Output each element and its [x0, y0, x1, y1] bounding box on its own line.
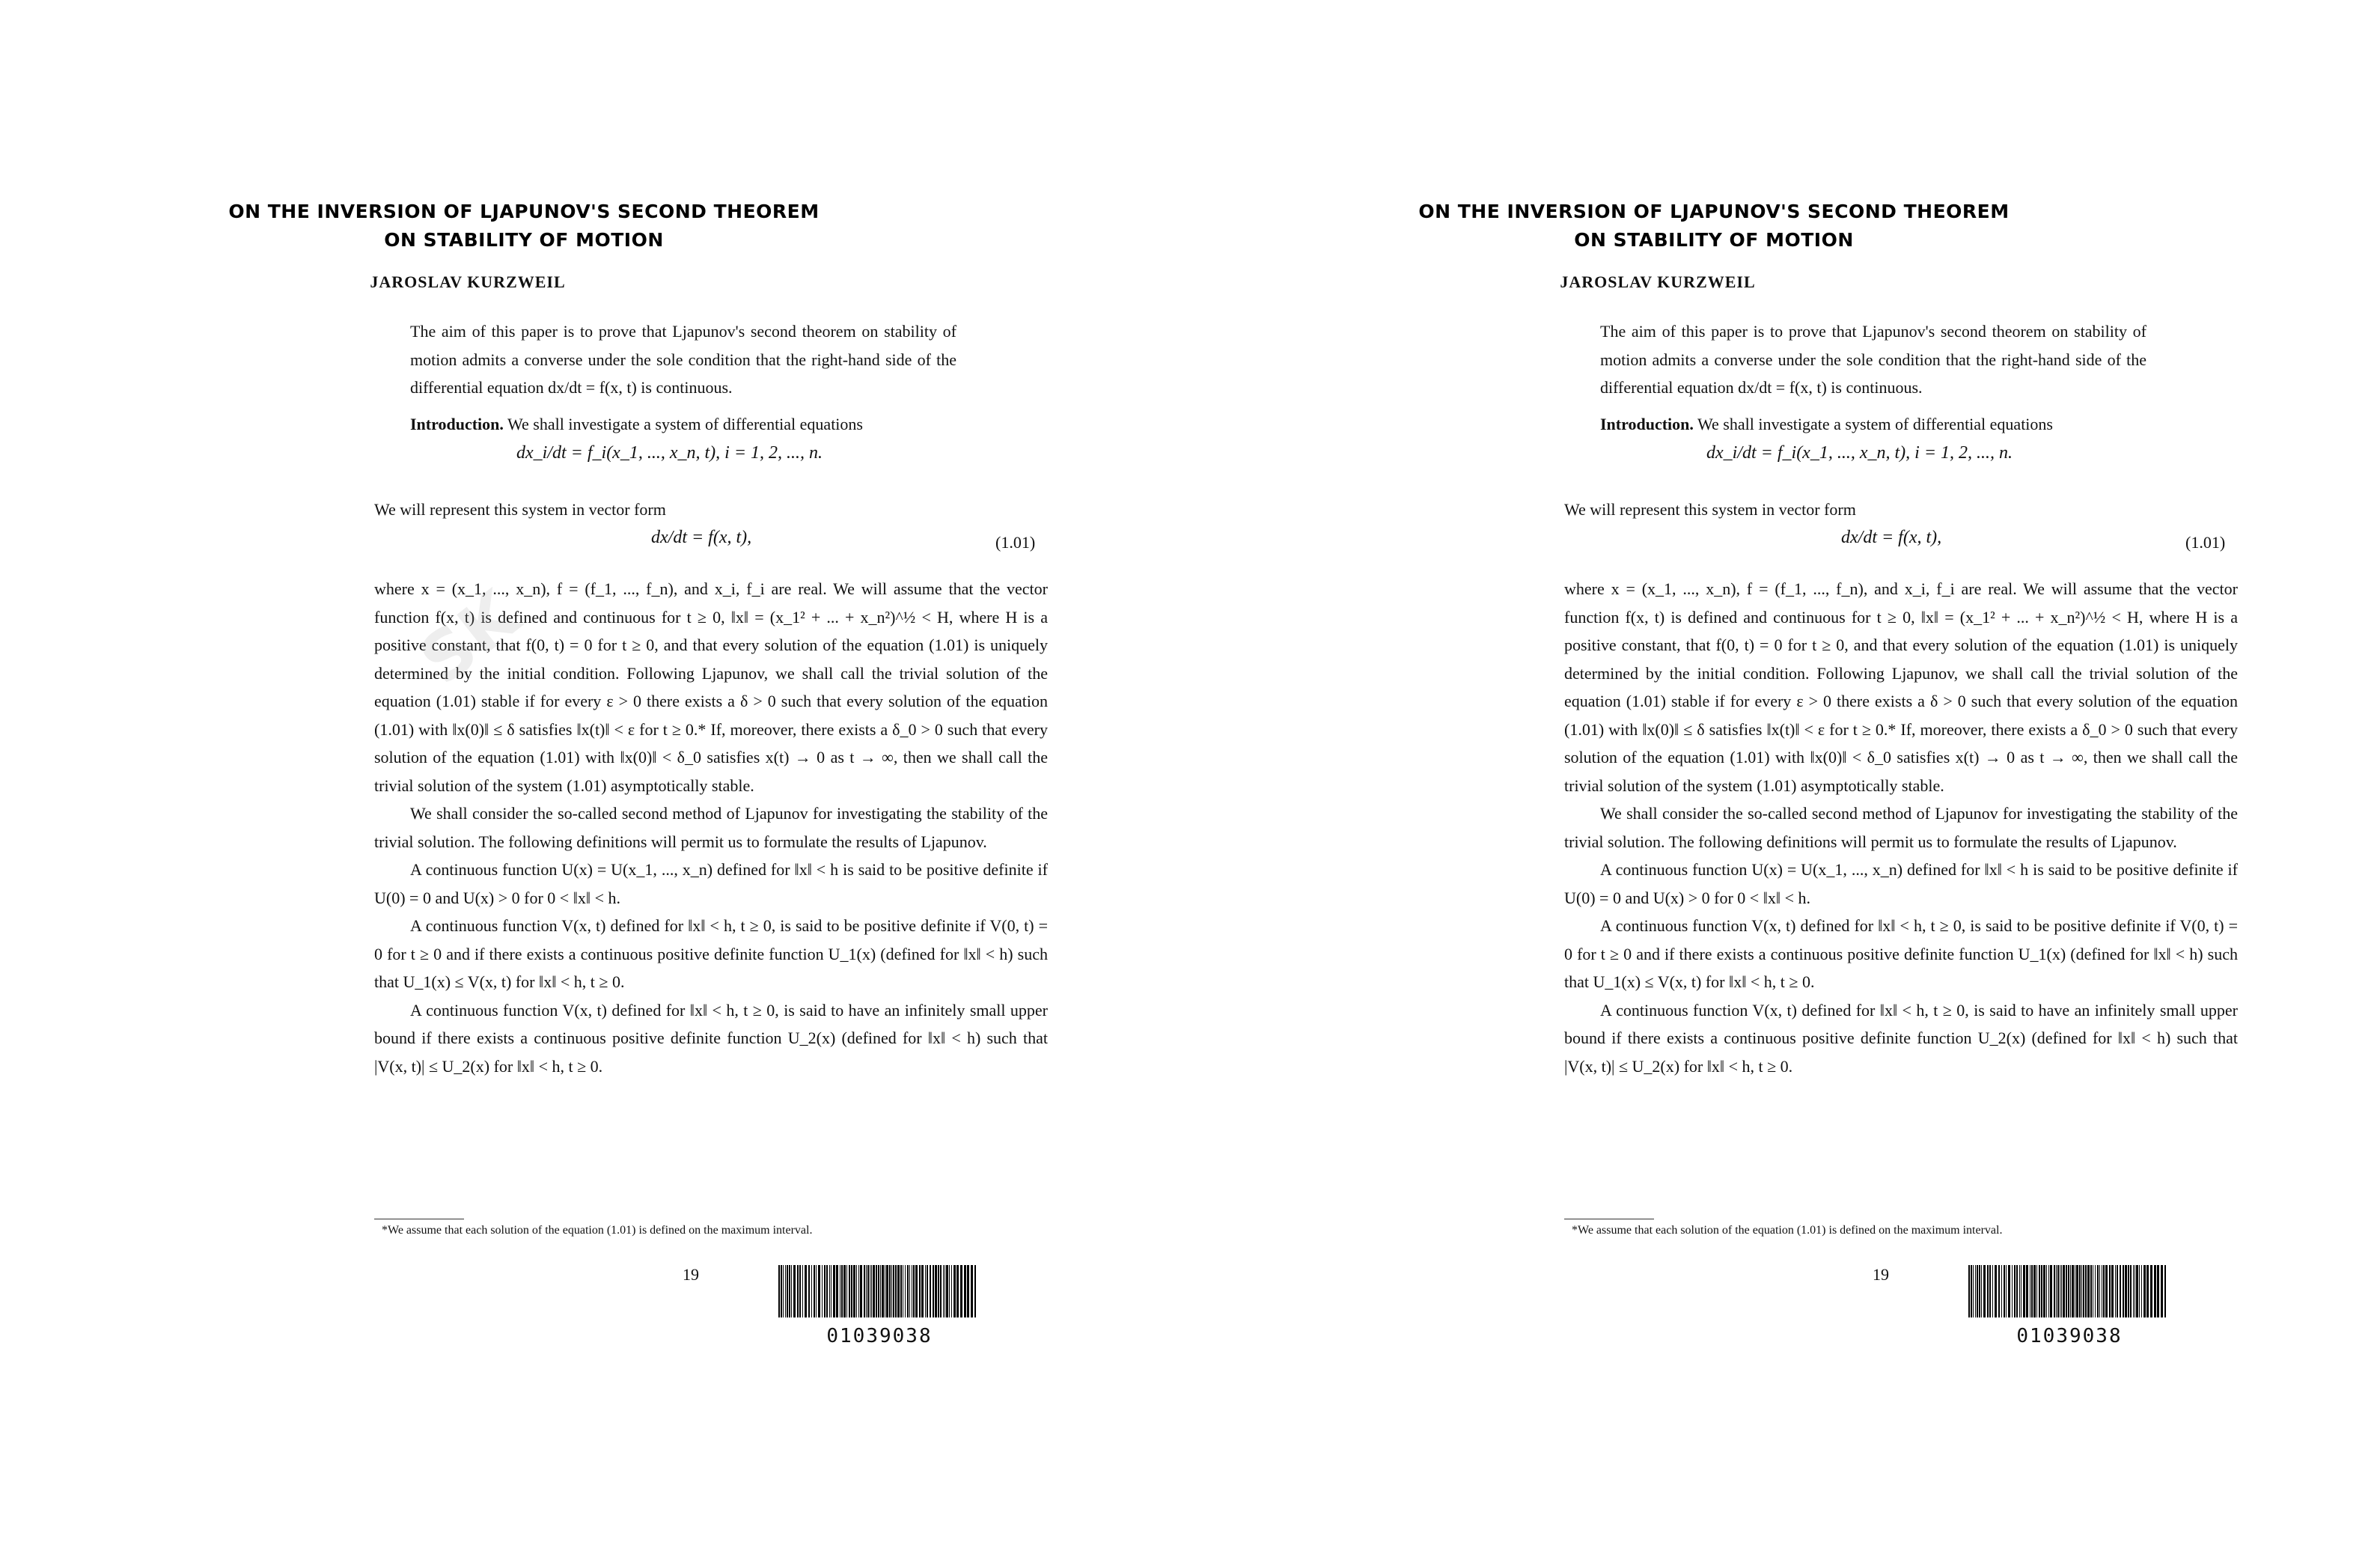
- barcode-bar: [793, 1265, 796, 1317]
- barcode-bar: [2083, 1265, 2084, 1317]
- barcode-bar: [891, 1265, 892, 1317]
- barcode-bar: [843, 1265, 846, 1317]
- barcode-bar: [864, 1265, 865, 1317]
- paragraph: We shall consider the so-called second method of Ljapunov for investigating the stability of the trivial solution. The following definitions will permit us to formulate the results of Ljapunov.: [374, 804, 1048, 851]
- barcode-bar: [951, 1265, 952, 1317]
- barcode-bar: [836, 1265, 838, 1317]
- paragraph: where x = (x_1, ..., x_n), f = (f_1, ..., f_n), and x_i, f_i are real. We will assume that the vector function f(x, t) is defined and continuous for t ≥ 0, ‖x‖ = (x_1² + ... + x_n²)^½ < H, where H is a positive constant, that f(0, t) = 0 for t ≥ 0, and that every solution of the equation (1.01) is uniquely determined by the initial condition. Following Ljapunov, we shall call the trivial solution of the equation (1.01) stable if for every ε > 0 there exists a δ > 0 such that every solution of the equation (1.01) with ‖x(0)‖ ≤ δ satisfies ‖x(t)‖ < ε for t ≥ 0.* If, moreover, there exists a δ_0 > 0 such that every solution of the equation (1.01) with ‖x(0)‖ < δ_0 satisfies x(t) → 0 as t → ∞, then we shall call the trivial solution of the system (1.01) asymptotically stable.: [374, 579, 1048, 795]
- barcode-bar: [826, 1265, 828, 1317]
- barcode-bar: [2054, 1265, 2055, 1317]
- barcode-bar: [858, 1265, 859, 1317]
- barcode-bar: [964, 1265, 966, 1317]
- barcode-bar: [2026, 1265, 2028, 1317]
- barcode-bar: [2157, 1265, 2159, 1317]
- paragraph: where x = (x_1, ..., x_n), f = (f_1, ..., f_n), and x_i, f_i are real. We will assume that the vector function f(x, t) is defined and continuous for t ≥ 0, ‖x‖ = (x_1² + ... + x_n²)^½ < H, where H is a positive constant, that f(0, t) = 0 for t ≥ 0, and that every solution of the equation (1.01) is uniquely determined by the initial condition. Following Ljapunov, we shall call the trivial solution of the equation (1.01) stable if for every ε > 0 there exists a δ > 0 such that every solution of the equation (1.01) with ‖x(0)‖ ≤ δ satisfies ‖x(t)‖ < ε for t ≥ 0.* If, moreover, there exists a δ_0 > 0 such that every solution of the equation (1.01) with ‖x(0)‖ < δ_0 satisfies x(t) → 0 as t → ∞, then we shall call the trivial solution of the system (1.01) asymptotically stable.: [1564, 579, 2238, 795]
- barcode-bar: [2046, 1265, 2047, 1317]
- barcode-bar: [921, 1265, 924, 1317]
- barcode-bar: [956, 1265, 959, 1317]
- barcode-bar: [878, 1265, 879, 1317]
- barcode-bar: [971, 1265, 973, 1317]
- equation-system: dx_i/dt = f_i(x_1, ..., x_n, t), i = 1, 2, ..., n.: [1706, 443, 2013, 463]
- barcode-bar: [2076, 1265, 2078, 1317]
- barcode-bar: [2001, 1265, 2002, 1317]
- barcode-bar: [938, 1265, 939, 1317]
- abstract: The aim of this paper is to prove that Ljapunov's second theorem on stability of motion admits a converse under the sole condition that the right-hand side of the differential equation dx/dt = f(x, t) is continuous.: [1600, 322, 2146, 397]
- barcode-bar: [1998, 1265, 2000, 1317]
- barcode-bar: [785, 1265, 786, 1317]
- barcode-bar: [856, 1265, 857, 1317]
- barcode-bar: [909, 1265, 910, 1317]
- page-number: 19: [1873, 1265, 1889, 1284]
- barcode-bar: [871, 1265, 872, 1317]
- equation-number: (1.01): [995, 533, 1036, 552]
- barcode-bar: [2139, 1265, 2140, 1317]
- barcode-bar: [2081, 1265, 2082, 1317]
- author: JAROSLAV KURZWEIL: [370, 272, 566, 291]
- barcode-bar: [778, 1265, 780, 1317]
- barcode-bar: [2070, 1265, 2071, 1317]
- barcode-bar: [915, 1265, 918, 1317]
- barcode-bar: [2133, 1265, 2134, 1317]
- barcode-bar: [2021, 1265, 2022, 1317]
- barcode-bar: [2141, 1265, 2142, 1317]
- paper-title-line1: ON THE INVERSION OF LJAPUNOV'S SECOND THEOREM: [1418, 201, 2010, 222]
- barcode-bar: [889, 1265, 891, 1317]
- barcode-bar: [927, 1265, 928, 1317]
- barcode-number: 01039038: [826, 1325, 933, 1347]
- barcode-bar: [781, 1265, 782, 1317]
- barcode-bar: [953, 1265, 956, 1317]
- barcode-bar: [940, 1265, 942, 1317]
- barcode-bar: [822, 1265, 823, 1317]
- barcode-bar: [814, 1265, 815, 1317]
- barcode-bar: [2154, 1265, 2156, 1317]
- introduction: [410, 410, 1009, 439]
- barcode-bar: [2033, 1265, 2036, 1317]
- barcode-bar: [2056, 1265, 2057, 1317]
- barcode-bar: [886, 1265, 888, 1317]
- barcode-bar: [2128, 1265, 2129, 1317]
- barcode-bar: [831, 1265, 832, 1317]
- barcode-bar: [943, 1265, 944, 1317]
- barcode-bar: [2039, 1265, 2040, 1317]
- barcode-bar: [2050, 1265, 2052, 1317]
- barcode-bar: [2041, 1265, 2042, 1317]
- barcode-bar: [893, 1265, 894, 1317]
- barcode-bar: [1971, 1265, 1972, 1317]
- barcode-bar: [933, 1265, 934, 1317]
- barcode-bar: [851, 1265, 852, 1317]
- barcode-bar: [789, 1265, 790, 1317]
- barcode-bar: [2120, 1265, 2121, 1317]
- barcode-bar: [2099, 1265, 2100, 1317]
- barcode-bar: [1981, 1265, 1982, 1317]
- footnote: *We assume that each solution of the equation (1.01) is defined on the maximum interval.: [1572, 1224, 2003, 1237]
- barcode-bar: [876, 1265, 877, 1317]
- barcode-bar: [805, 1265, 807, 1317]
- barcode-bar: [2004, 1265, 2005, 1317]
- introduction: [1600, 410, 2199, 439]
- barcode-bar: [853, 1265, 855, 1317]
- barcode-bar: [2087, 1265, 2090, 1317]
- barcode-bar: [946, 1265, 948, 1317]
- barcode-bar: [2014, 1265, 2016, 1317]
- barcode-bar: [2095, 1265, 2096, 1317]
- barcode-bar: [2125, 1265, 2127, 1317]
- body-text: [1564, 575, 2238, 1080]
- barcode-bar: [797, 1265, 799, 1317]
- barcode-bar: [860, 1265, 862, 1317]
- paragraph: A continuous function V(x, t) defined for ‖x‖ < h, t ≥ 0, is said to have an infinitely small upper bound if there exists a continuous positive definite function U_2(x) (defined for ‖x‖ < h) such that |V(x, t)| ≤ U_2(x) for ‖x‖ < h, t ≥ 0.: [1564, 1000, 2238, 1076]
- barcode-bar: [808, 1265, 810, 1317]
- barcode-bar: [2109, 1265, 2111, 1317]
- barcode-bar: [2097, 1265, 2099, 1317]
- barcode-bar: [816, 1265, 817, 1317]
- barcode-bar: [2123, 1265, 2124, 1317]
- barcode-bar: [2105, 1265, 2108, 1317]
- paragraph: A continuous function V(x, t) defined for ‖x‖ < h, t ≥ 0, is said to be positive definite if V(0, t) = 0 for t ≥ 0 and if there exists a continuous positive definite function U_1(x) (defined for ‖x‖ < h) such that U_1(x) ≤ V(x, t) for ‖x‖ < h, t ≥ 0.: [374, 916, 1048, 991]
- barcode-bar: [799, 1265, 801, 1317]
- barcode-bar: [2079, 1265, 2081, 1317]
- barcode-bar: [919, 1265, 921, 1317]
- barcode-bar: [2117, 1265, 2118, 1317]
- barcode-bar: [895, 1265, 897, 1317]
- page-right: [1190, 0, 2380, 1560]
- barcode-bar: [1987, 1265, 1989, 1317]
- equation-vector: dx/dt = f(x, t),: [1841, 528, 1942, 547]
- barcode-bar: [1968, 1265, 1970, 1317]
- barcode-bar: [2016, 1265, 2018, 1317]
- barcode-bar: [900, 1265, 902, 1317]
- barcode-bar: [882, 1265, 884, 1317]
- equation-system: dx_i/dt = f_i(x_1, ..., x_n, t), i = 1, 2, ..., n.: [516, 443, 823, 463]
- barcode-bar: [925, 1265, 926, 1317]
- intro-heading: Introduction.: [1600, 415, 1694, 433]
- abstract: The aim of this paper is to prove that Ljapunov's second theorem on stability of motion admits a converse under the sole condition that the right-hand side of the differential equation dx/dt = f(x, t) is continuous.: [410, 322, 956, 397]
- paper-title-line2: ON STABILITY OF MOTION: [1574, 229, 1854, 251]
- barcode-bar: [2115, 1265, 2116, 1317]
- barcode-bar: [2090, 1265, 2092, 1317]
- barcode-bar: [1992, 1265, 1993, 1317]
- barcode-bar: [880, 1265, 881, 1317]
- barcode-bar: [1983, 1265, 1986, 1317]
- equation-number: (1.01): [2185, 533, 2226, 552]
- paragraph: A continuous function U(x) = U(x_1, ..., x_n) defined for ‖x‖ < h is said to be positive definite if U(0) = 0 and U(x) > 0 for 0 < ‖x‖ < h.: [374, 860, 1048, 907]
- paragraph: A continuous function V(x, t) defined for ‖x‖ < h, t ≥ 0, is said to have an infinitely small upper bound if there exists a continuous positive definite function U_2(x) (defined for ‖x‖ < h) such that |V(x, t)| ≤ U_2(x) for ‖x‖ < h, t ≥ 0.: [374, 1000, 1048, 1076]
- watermark: SK: [405, 576, 534, 701]
- barcode-bar: [2068, 1265, 2069, 1317]
- barcode-bar: [2063, 1265, 2065, 1317]
- paragraph: We shall consider the so-called second method of Ljapunov for investigating the stability of the trivial solution. The following definitions will permit us to formulate the results of Ljapunov.: [1564, 804, 2238, 851]
- barcode-bar: [2008, 1265, 2010, 1317]
- intro-text: We shall investigate a system of differential equations: [1697, 415, 2053, 433]
- barcode-bar: [2066, 1265, 2067, 1317]
- barcode-bar: [2146, 1265, 2149, 1317]
- barcode-bar: [1977, 1265, 1978, 1317]
- barcode-number: 01039038: [2016, 1325, 2123, 1347]
- barcode-bar: [846, 1265, 847, 1317]
- barcode-bar: [811, 1265, 812, 1317]
- paper-title-line2: ON STABILITY OF MOTION: [384, 229, 664, 251]
- intro-heading: Introduction.: [410, 415, 504, 433]
- barcode: [778, 1265, 980, 1317]
- barcode-bar: [2057, 1265, 2059, 1317]
- barcode-bar: [2048, 1265, 2049, 1317]
- barcode-bar: [783, 1265, 784, 1317]
- barcode-bar: [913, 1265, 915, 1317]
- barcode-bar: [2150, 1265, 2152, 1317]
- barcode-bar: [802, 1265, 803, 1317]
- equation-vector: dx/dt = f(x, t),: [651, 528, 752, 547]
- barcode-bar: [2031, 1265, 2033, 1317]
- barcode-bar: [2012, 1265, 2013, 1317]
- vector-form-text: We will represent this system in vector form: [1564, 500, 1856, 519]
- paper-title-line1: ON THE INVERSION OF LJAPUNOV'S SECOND THEOREM: [228, 201, 820, 222]
- paragraph: A continuous function U(x) = U(x_1, ..., x_n) defined for ‖x‖ < h is said to be positive definite if U(0) = 0 and U(x) > 0 for 0 < ‖x‖ < h.: [1564, 860, 2238, 907]
- author: JAROSLAV KURZWEIL: [1560, 272, 1756, 291]
- barcode-bar: [1989, 1265, 1991, 1317]
- barcode-bar: [2143, 1265, 2146, 1317]
- barcode-bar: [791, 1265, 792, 1317]
- barcode-bar: [897, 1265, 900, 1317]
- barcode-bar: [960, 1265, 962, 1317]
- barcode-bar: [2043, 1265, 2045, 1317]
- barcode-bar: [2103, 1265, 2105, 1317]
- barcode-bar: [2161, 1265, 2163, 1317]
- barcode-bar: [2130, 1265, 2132, 1317]
- footnote: *We assume that each solution of the equation (1.01) is defined on the maximum interval.: [382, 1224, 813, 1237]
- barcode-bar: [818, 1265, 820, 1317]
- barcode-bar: [1973, 1265, 1974, 1317]
- barcode-bar: [930, 1265, 931, 1317]
- barcode-bar: [935, 1265, 937, 1317]
- barcode-bar: [1995, 1265, 1997, 1317]
- barcode-bar: [2023, 1265, 2025, 1317]
- page-number: 19: [683, 1265, 699, 1284]
- barcode-bar: [2061, 1265, 2062, 1317]
- barcode-bar: [974, 1265, 976, 1317]
- vector-form-text: We will represent this system in vector form: [374, 500, 666, 519]
- barcode-bar: [867, 1265, 869, 1317]
- barcode-bar: [949, 1265, 950, 1317]
- barcode-bar: [2164, 1265, 2166, 1317]
- intro-text: We shall investigate a system of differential equations: [507, 415, 863, 433]
- barcode-bar: [1975, 1265, 1976, 1317]
- barcode-bar: [2085, 1265, 2087, 1317]
- barcode-bar: [2006, 1265, 2007, 1317]
- barcode-bar: [905, 1265, 906, 1317]
- barcode-bar: [2036, 1265, 2037, 1317]
- barcode-bar: [866, 1265, 867, 1317]
- barcode-bar: [841, 1265, 843, 1317]
- barcode-bar: [2072, 1265, 2074, 1317]
- barcode-bar: [2136, 1265, 2138, 1317]
- barcode-bar: [2019, 1265, 2020, 1317]
- barcode-bar: [2111, 1265, 2114, 1317]
- barcode-bar: [907, 1265, 909, 1317]
- barcode-bar: [967, 1265, 969, 1317]
- barcode-bar: [824, 1265, 826, 1317]
- barcode-bar: [1979, 1265, 1980, 1317]
- barcode-bar: [833, 1265, 835, 1317]
- paragraph: A continuous function V(x, t) defined for ‖x‖ < h, t ≥ 0, is said to be positive definite if V(0, t) = 0 for t ≥ 0 and if there exists a continuous positive definite function U_1(x) (defined for ‖x‖ < h) such that U_1(x) ≤ V(x, t) for ‖x‖ < h, t ≥ 0.: [1564, 916, 2238, 991]
- barcode-bar: [873, 1265, 875, 1317]
- barcode-bar: [829, 1265, 830, 1317]
- barcode-bar: [849, 1265, 850, 1317]
- barcode-bar: [787, 1265, 788, 1317]
- barcode: [1968, 1265, 2170, 1317]
